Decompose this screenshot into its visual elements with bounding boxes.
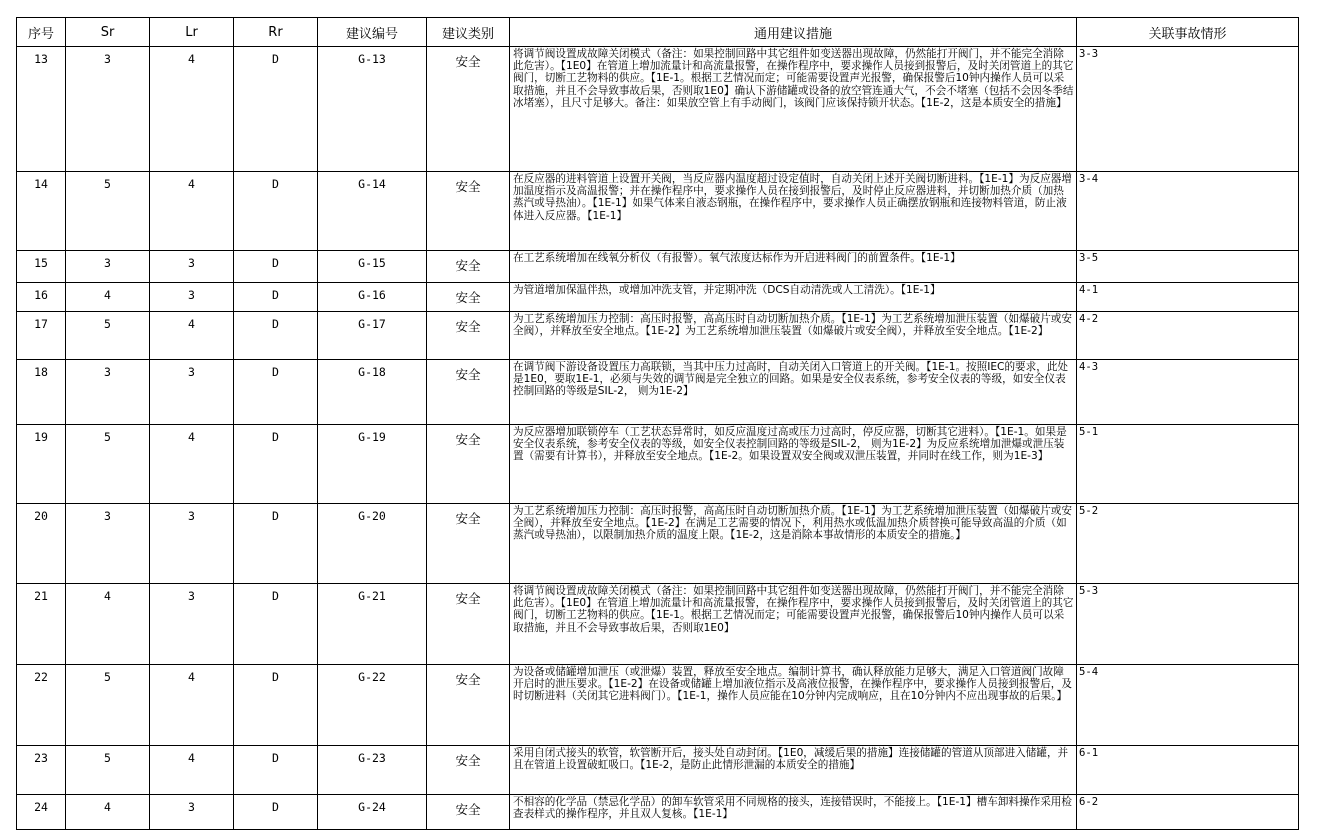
cell-sr: 5 [66,172,150,251]
cell-no: 15 [17,251,66,283]
cell-related: 4-2 [1077,312,1299,360]
cell-lr: 3 [150,283,234,312]
cell-sr: 5 [66,665,150,746]
table-row [17,283,1299,312]
header-row [17,18,1299,47]
header-category: 建议类别 [427,18,510,47]
cell-category: 安全 [427,795,510,830]
cell-code: G-19 [318,425,427,504]
cell-rr: D [234,425,318,504]
cell-no: 20 [17,504,66,584]
header-sr: Sr [66,18,150,47]
cell-code: G-21 [318,584,427,665]
cell-rr: D [234,504,318,584]
recommendations-table [16,17,1299,830]
cell-rr: D [234,795,318,830]
cell-measure: 不相容的化学品（禁忌化学品）的卸车软管采用不同规格的接头，连接错误时，不能接上。【1E-1】槽车卸料操作采用检查表样式的操作程序，并且双人复核。【1E-1】 [510,795,1077,830]
cell-lr: 4 [150,746,234,795]
header-no: 序号 [17,18,66,47]
header-measure: 通用建议措施 [510,18,1077,47]
cell-related: 3-4 [1077,172,1299,251]
cell-sr: 3 [66,360,150,425]
cell-sr: 5 [66,746,150,795]
cell-related: 6-1 [1077,746,1299,795]
cell-measure: 在工艺系统增加在线氧分析仪（有报警）。氧气浓度达标作为开启进料阀门的前置条件。【1E-1】 [510,251,1077,283]
cell-code: G-16 [318,283,427,312]
cell-category: 安全 [427,47,510,172]
cell-category: 安全 [427,360,510,425]
cell-category: 安全 [427,746,510,795]
cell-code: G-24 [318,795,427,830]
cell-rr: D [234,283,318,312]
cell-rr: D [234,47,318,172]
cell-code: G-18 [318,360,427,425]
cell-related: 5-3 [1077,584,1299,665]
cell-measure: 将调节阀设置成故障关闭模式（备注：如果控制回路中其它组件如变送器出现故障，仍然能打开阀门，并不能完全消除此危害）。【1E0】在管道上增加流量计和高流量报警，在操作程序中，要求操作人员接到报警后，及时关闭管道上的其它阀门，切断工艺物料的供应。【1E-1。根据工艺情况而定；可能需要设置声光报警，确保报警后10钟内操作人员可以采取措施，并且不会导致事故后果，否则取1E0】确认下游储罐或设备的放空管连通大气，不会不堵塞（包括不会因冬季结冰堵塞），且尺寸足够大。备注：如果放空管上有手动阀门，该阀门应该保持锁开状态。【1E-2，这是本质安全的措施】 [510,47,1077,172]
cell-lr: 3 [150,360,234,425]
cell-lr: 3 [150,584,234,665]
cell-no: 18 [17,360,66,425]
cell-no: 22 [17,665,66,746]
cell-lr: 3 [150,251,234,283]
cell-no: 21 [17,584,66,665]
cell-code: G-14 [318,172,427,251]
table-row [17,746,1299,795]
cell-rr: D [234,665,318,746]
table-row [17,360,1299,425]
cell-code: G-22 [318,665,427,746]
cell-category: 安全 [427,283,510,312]
table-row [17,795,1299,830]
cell-lr: 4 [150,312,234,360]
table-row [17,584,1299,665]
header-rr: Rr [234,18,318,47]
cell-sr: 5 [66,425,150,504]
cell-lr: 4 [150,172,234,251]
cell-code: G-15 [318,251,427,283]
cell-measure: 在反应器的进料管道上设置开关阀，当反应器内温度超过设定值时，自动关闭上述开关阀切断进料。【1E-1】为反应器增加温度指示及高温报警；并在操作程序中，要求操作人员在接到报警后，及时停止反应器进料，并切断加热介质（加热蒸汽或导热油）。【1E-1】如果气体来自液态钢瓶，在操作程序中，要求操作人员正确摆放钢瓶和连接物料管道，防止液体进入反应器。【1E-1】 [510,172,1077,251]
cell-no: 24 [17,795,66,830]
cell-sr: 4 [66,795,150,830]
cell-sr: 4 [66,283,150,312]
header-related: 关联事故情形 [1077,18,1299,47]
cell-code: G-23 [318,746,427,795]
cell-no: 23 [17,746,66,795]
cell-category: 安全 [427,172,510,251]
cell-related: 5-1 [1077,425,1299,504]
cell-rr: D [234,360,318,425]
cell-code: G-17 [318,312,427,360]
cell-no: 19 [17,425,66,504]
table-row [17,47,1299,172]
table-row [17,665,1299,746]
cell-sr: 3 [66,251,150,283]
cell-lr: 4 [150,425,234,504]
cell-rr: D [234,312,318,360]
cell-related: 3-3 [1077,47,1299,172]
cell-code: G-13 [318,47,427,172]
cell-rr: D [234,746,318,795]
cell-category: 安全 [427,425,510,504]
table-row [17,172,1299,251]
cell-measure: 为设备或储罐增加泄压（或泄爆）装置，释放至安全地点。编制计算书，确认释放能力足够大，满足入口管道阀门故障开启时的泄压要求。【1E-2】在设备或储罐上增加液位指示及高液位报警，在操作程序中，要求操作人员接到报警后，及时切断进料（关闭其它进料阀门）。【1E-1，操作人员应能在10分钟内完成响应，且在10分钟内不应出现事故的后果。】 [510,665,1077,746]
cell-lr: 3 [150,504,234,584]
cell-no: 13 [17,47,66,172]
cell-sr: 3 [66,504,150,584]
table-row [17,504,1299,584]
cell-category: 安全 [427,665,510,746]
cell-related: 4-1 [1077,283,1299,312]
table-row [17,312,1299,360]
cell-category: 安全 [427,312,510,360]
cell-category: 安全 [427,504,510,584]
cell-sr: 3 [66,47,150,172]
cell-related: 4-3 [1077,360,1299,425]
cell-measure: 为管道增加保温伴热，或增加冲洗支管，并定期冲洗（DCS自动清洗或人工清洗）。【1E-1】 [510,283,1077,312]
cell-measure: 采用自闭式接头的软管，软管断开后，接头处自动封闭。【1E0，减缓后果的措施】连接储罐的管道从顶部进入储罐，并且在管道上设置破虹吸口。【1E-2，是防止此情形泄漏的本质安全的措施】 [510,746,1077,795]
cell-lr: 4 [150,665,234,746]
cell-measure: 在调节阀下游设备设置压力高联锁，当其中压力过高时，自动关闭入口管道上的开关阀。【1E-1。按照IEC的要求，此处是1E0，要取1E-1，必须与失效的调节阀是完全独立的回路。如果是安全仪表系统，参考安全仪表的等级，如安全仪表控制回路的等级是SIL-2， 则为1E-2】 [510,360,1077,425]
cell-lr: 4 [150,47,234,172]
cell-related: 6-2 [1077,795,1299,830]
cell-related: 5-4 [1077,665,1299,746]
cell-no: 16 [17,283,66,312]
cell-category: 安全 [427,584,510,665]
cell-measure: 将调节阀设置成故障关闭模式（备注：如果控制回路中其它组件如变送器出现故障，仍然能打开阀门，并不能完全消除此危害）。【1E0】在管道上增加流量计和高流量报警，在操作程序中，要求操作人员接到报警后，及时关闭管道上的其它阀门，切断工艺物料的供应。【1E-1。根据工艺情况而定；可能需要设置声光报警，确保报警后10钟内操作人员可以采取措施，并且不会导致事故后果，否则取1E0】 [510,584,1077,665]
header-lr: Lr [150,18,234,47]
cell-no: 17 [17,312,66,360]
cell-sr: 5 [66,312,150,360]
cell-category: 安全 [427,251,510,283]
cell-rr: D [234,251,318,283]
cell-measure: 为工艺系统增加压力控制：高压时报警，高高压时自动切断加热介质。【1E-1】为工艺系统增加泄压装置（如爆破片或安全阀），并释放至安全地点。【1E-2】为工艺系统增加泄压装置（如爆破片或安全阀），并释放至安全地点。【1E-2】 [510,312,1077,360]
cell-no: 14 [17,172,66,251]
header-code: 建议编号 [318,18,427,47]
cell-measure: 为反应器增加联锁停车（工艺状态异常时，如反应温度过高或压力过高时，停反应器，切断其它进料）。【1E-1。如果是安全仪表系统，参考安全仪表的等级，如安全仪表控制回路的等级是SIL-2， 则为1E-2】为反应系统增加泄爆或泄压装置（需要有计算书），并释放至安全地点。【1E-2。如果设置双安全阀或双泄压装置，并同时在线工作，则为1E-3】 [510,425,1077,504]
cell-related: 3-5 [1077,251,1299,283]
cell-lr: 3 [150,795,234,830]
cell-rr: D [234,584,318,665]
table-row [17,251,1299,283]
cell-code: G-20 [318,504,427,584]
table-row [17,425,1299,504]
cell-rr: D [234,172,318,251]
cell-sr: 4 [66,584,150,665]
cell-related: 5-2 [1077,504,1299,584]
cell-measure: 为工艺系统增加压力控制：高压时报警，高高压时自动切断加热介质。【1E-1】为工艺系统增加泄压装置（如爆破片或安全阀），并释放至安全地点。【1E-2】在满足工艺需要的情况下，利用热水或低温加热介质替换可能导致高温的介质（如蒸汽或导热油），以限制加热介质的温度上限。【1E-2，这是消除本事故情形的本质安全的措施。】 [510,504,1077,584]
